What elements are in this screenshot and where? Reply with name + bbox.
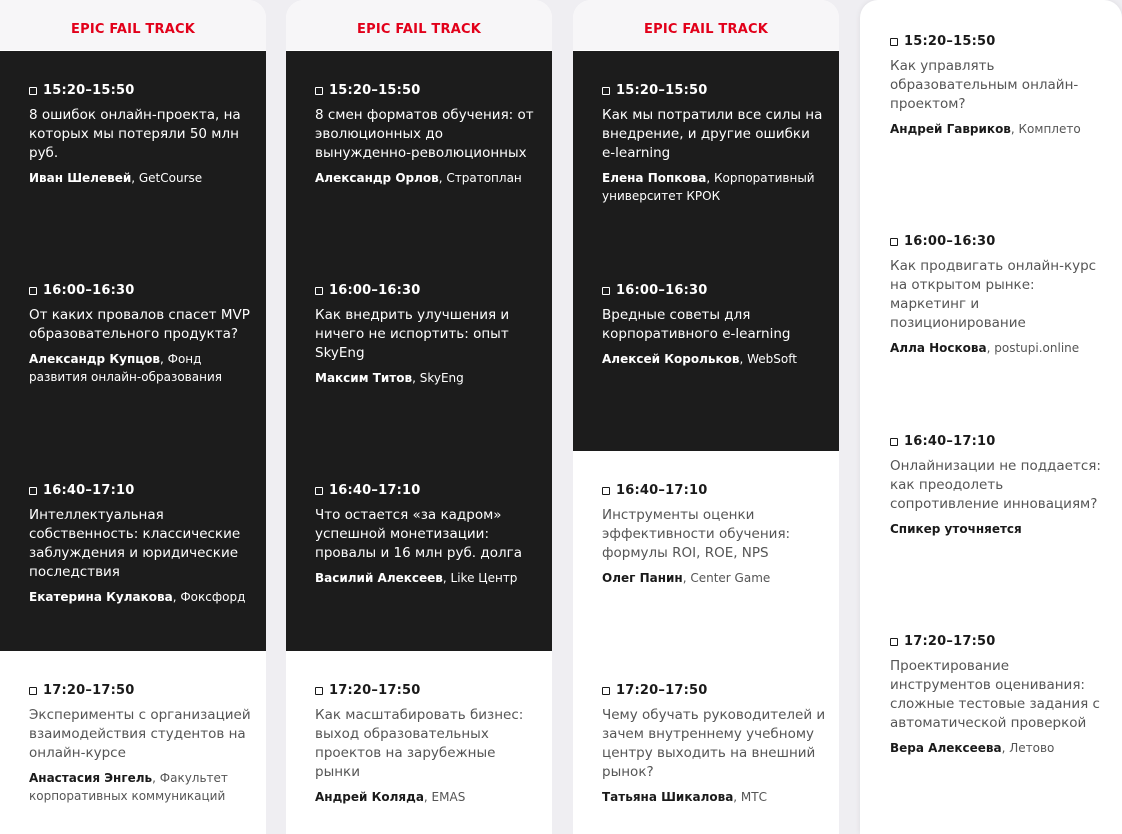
calendar-icon — [890, 238, 898, 246]
speaker-name: Александр Орлов — [315, 171, 439, 185]
speaker-name: Спикер уточняется — [890, 522, 1022, 536]
session-title: Онлайнизации не поддается: как преодолеть сопротивление инновациям? — [890, 458, 1101, 512]
session-speaker — [890, 739, 1110, 757]
session-card[interactable] — [890, 34, 1110, 138]
calendar-icon — [29, 487, 37, 495]
calendar-icon — [602, 487, 610, 495]
speaker-company: , Like Центр — [442, 571, 518, 585]
speaker-company: , EMAS — [423, 790, 466, 804]
speaker-name: Алексей Корольков — [602, 352, 740, 366]
session-title: 8 ошибок онлайн-проекта, на которых мы потеряли 50 млн руб. — [29, 107, 241, 161]
session-title: Эксперименты с организацией взаимодействия студентов на онлайн-курсе — [29, 707, 251, 761]
speaker-name: Вера Алексеева — [890, 741, 1002, 755]
session-card[interactable] — [29, 283, 254, 386]
session-card[interactable] — [315, 683, 540, 806]
session-speaker — [890, 120, 1110, 138]
session-time: 17:20–17:50 — [890, 634, 1110, 649]
session-time: 15:20–15:50 — [602, 83, 827, 98]
speaker-company: , Фоксфорд — [172, 590, 246, 604]
session-speaker — [315, 169, 540, 187]
calendar-icon — [315, 487, 323, 495]
speaker-name: Татьяна Шикалова — [602, 790, 734, 804]
calendar-icon — [315, 687, 323, 695]
speaker-company: , SkyEng — [412, 371, 464, 385]
session-speaker — [602, 569, 827, 587]
track-column-4 — [860, 0, 1122, 834]
session-card[interactable] — [29, 83, 254, 187]
session-time: 17:20–17:50 — [29, 683, 254, 698]
track-column-1 — [0, 0, 266, 834]
session-title: Чему обучать руководителей и зачем внутреннему учебному центру выходить на внешний рынок? — [602, 707, 826, 780]
speaker-company: , Комплето — [1010, 122, 1081, 136]
speaker-name: Максим Титов — [315, 371, 413, 385]
session-title: Как продвигать онлайн-курс на открытом рынке: маркетинг и позиционирование — [890, 258, 1097, 331]
session-title: Как масштабировать бизнес: выход образовательных проектов на зарубежные рынки — [315, 707, 524, 780]
session-speaker — [315, 788, 540, 806]
calendar-icon — [29, 287, 37, 295]
speaker-name: Алла Носкова — [890, 341, 987, 355]
session-speaker — [602, 788, 827, 806]
session-speaker — [315, 569, 540, 587]
session-title: Вредные советы для корпоративного e-learning — [602, 307, 791, 342]
calendar-icon — [29, 687, 37, 695]
speaker-name: Василий Алексеев — [315, 571, 443, 585]
session-time: 16:00–16:30 — [890, 234, 1110, 249]
track-header: EPIC FAIL TRACK — [286, 0, 552, 50]
session-time: 16:40–17:10 — [890, 434, 1110, 449]
speaker-company: , Стратоплан — [438, 171, 522, 185]
session-title: Инструменты оценки эффективности обучения: формулы ROI, ROE, NPS — [602, 507, 791, 561]
session-time: 16:40–17:10 — [29, 483, 254, 498]
speaker-company: , Фонд развития онлайн-образования — [29, 352, 222, 384]
session-card[interactable] — [602, 283, 827, 368]
session-speaker — [29, 350, 254, 386]
session-card[interactable] — [315, 283, 540, 387]
speaker-company: , МТС — [733, 790, 767, 804]
session-title: Как мы потратили все силы на внедрение, и другие ошибки e-learning — [602, 107, 823, 161]
calendar-icon — [602, 287, 610, 295]
session-title: Проектирование инструментов оценивания: сложные тестовые задания с автоматической проверкой — [890, 658, 1100, 731]
session-time: 16:40–17:10 — [315, 483, 540, 498]
session-card[interactable] — [29, 683, 254, 805]
session-time: 15:20–15:50 — [29, 83, 254, 98]
track-header: EPIC FAIL TRACK — [573, 0, 839, 50]
speaker-company: , Факультет корпоративных коммуникаций — [29, 771, 228, 803]
session-speaker — [315, 369, 540, 387]
track-column-2 — [286, 0, 552, 834]
session-card[interactable] — [890, 634, 1110, 757]
session-card[interactable] — [29, 483, 254, 606]
session-title: От каких провалов спасет MVP образовательного продукта? — [29, 307, 250, 342]
track-header: EPIC FAIL TRACK — [0, 0, 266, 50]
speaker-name: Андрей Коляда — [315, 790, 424, 804]
session-card[interactable] — [602, 483, 827, 587]
session-card[interactable] — [315, 83, 540, 187]
speaker-company: , WebSoft — [739, 352, 797, 366]
session-card[interactable] — [315, 483, 540, 587]
calendar-icon — [315, 87, 323, 95]
speaker-name: Александр Купцов — [29, 352, 160, 366]
session-title: 8 смен форматов обучения: от эволюционных до вынужденно-революционных — [315, 107, 534, 161]
session-speaker — [890, 520, 1110, 538]
session-speaker — [602, 169, 827, 205]
speaker-company: , Center Game — [682, 571, 771, 585]
session-speaker — [890, 339, 1110, 357]
session-title: Интеллектуальная собственность: классические заблуждения и юридические последствия — [29, 507, 241, 580]
speaker-company: , GetCourse — [131, 171, 203, 185]
session-time: 16:00–16:30 — [315, 283, 540, 298]
session-speaker — [29, 588, 254, 606]
calendar-icon — [29, 87, 37, 95]
session-time: 16:00–16:30 — [602, 283, 827, 298]
speaker-name: Екатерина Кулакова — [29, 590, 173, 604]
session-time: 16:00–16:30 — [29, 283, 254, 298]
calendar-icon — [602, 87, 610, 95]
session-card[interactable] — [890, 234, 1110, 357]
speaker-name: Иван Шелевей — [29, 171, 132, 185]
speaker-company: , postupi.online — [986, 341, 1080, 355]
session-time: 15:20–15:50 — [890, 34, 1110, 49]
calendar-icon — [602, 687, 610, 695]
calendar-icon — [890, 38, 898, 46]
session-card[interactable] — [602, 83, 827, 205]
session-speaker — [602, 350, 827, 368]
speaker-company: , Корпоративный университет КРОК — [602, 171, 815, 203]
speaker-name: Олег Панин — [602, 571, 683, 585]
calendar-icon — [890, 438, 898, 446]
session-speaker — [29, 169, 254, 187]
session-card[interactable] — [890, 434, 1110, 538]
session-time: 17:20–17:50 — [315, 683, 540, 698]
track-column-3 — [573, 0, 839, 834]
session-time: 17:20–17:50 — [602, 683, 827, 698]
calendar-icon — [315, 287, 323, 295]
speaker-name: Анастасия Энгель — [29, 771, 153, 785]
session-time: 16:40–17:10 — [602, 483, 827, 498]
session-title: Как внедрить улучшения и ничего не испортить: опыт SkyEng — [315, 307, 510, 361]
calendar-icon — [890, 638, 898, 646]
session-time: 15:20–15:50 — [315, 83, 540, 98]
speaker-name: Андрей Гавриков — [890, 122, 1011, 136]
session-speaker — [29, 769, 254, 805]
speaker-name: Елена Попкова — [602, 171, 707, 185]
speaker-company: , Летово — [1001, 741, 1055, 755]
session-title: Что остается «за кадром» успешной монетизации: провалы и 16 млн руб. долга — [315, 507, 522, 561]
session-card[interactable] — [602, 683, 827, 806]
session-title: Как управлять образовательным онлайн-проектом? — [890, 58, 1079, 112]
